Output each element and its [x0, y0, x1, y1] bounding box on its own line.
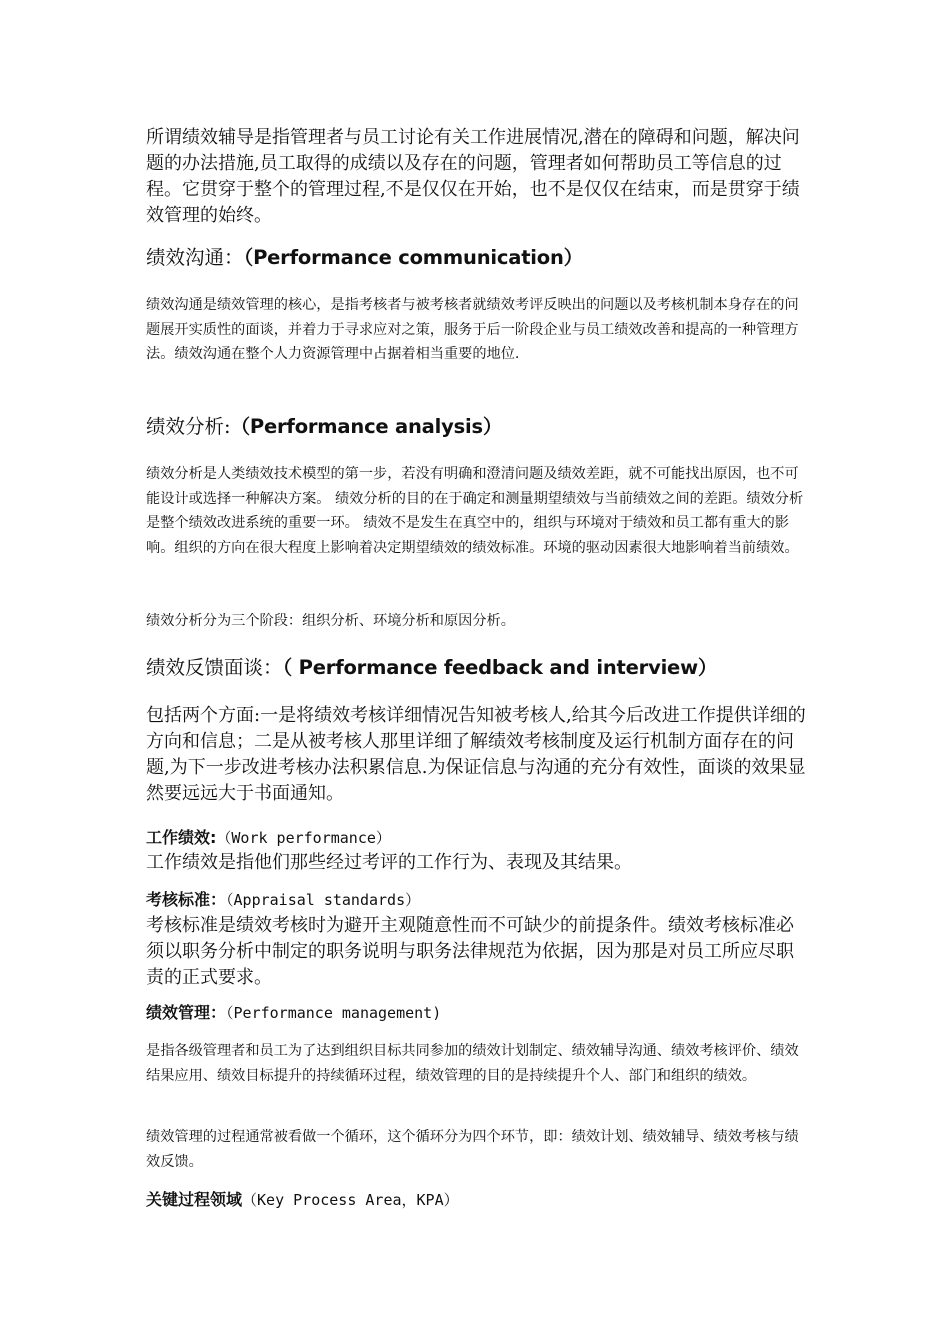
- analysis-heading-cn: 绩效分析:: [146, 415, 231, 438]
- intro-paragraph: 所谓绩效辅导是指管理者与员工讨论有关工作进展情况,潜在的障碍和问题，解决问题的办法措施,员工取得的成绩以及存在的问题，管理者如何帮助员工等信息的过程。它贯穿于整个的管理过程,不是仅仅在开始，也不是仅仅在结束，而是贯穿于绩效管理的始终。: [146, 127, 800, 226]
- kpa-heading-cn: 关键过程领域: [146, 1190, 243, 1209]
- kpa-heading-en: （Key Process Area，KPA）: [242, 1191, 459, 1209]
- performance-management-body: 是指各级管理者和员工为了达到组织目标共同参加的绩效计划制定、绩效辅导沟通、绩效考核评价、绩效结果应用、绩效目标提升的持续循环过程，绩效管理的目的是持续提升个人、部门和组织的绩效。: [146, 1043, 799, 1084]
- appraisal-standards-heading-cn: 考核标准：: [146, 890, 227, 909]
- analysis-heading: [146, 414, 810, 441]
- performance-management-heading-en: （Performance management): [226, 1004, 442, 1022]
- feedback-heading-en: （ Performance feedback and interview）: [282, 656, 718, 679]
- kpa-heading: [146, 1188, 810, 1213]
- work-performance-heading-en: （Work performance）: [216, 829, 391, 847]
- communication-heading-en: （Performance communication）: [243, 246, 583, 269]
- appraisal-standards-body: 考核标准是绩效考核时为避开主观随意性而不可缺少的前提条件。绩效考核标准必须以职务分析中制定的职务说明与职务法律规范为依据，因为那是对员工所应尽职责的正式要求。: [146, 915, 794, 988]
- appraisal-standards-heading-en: （Appraisal standards）: [226, 891, 421, 909]
- analysis-body: 绩效分析是人类绩效技术模型的第一步，若没有明确和澄清问题及绩效差距，就不可能找出原因，也不可能设计或选择一种解决方案。 绩效分析的目的在于确定和测量期望绩效与当前绩效之间的差距。绩效分析是整个绩效改进系统的重要一环。 绩效不是发生在真空中的，组织与环境对于绩效和员工都有重大的影响。组织的方向在很大程度上影响着决定期望绩效的绩效标准。环境的驱动因素很大地影响着当前绩效。: [146, 466, 804, 556]
- communication-body: 绩效沟通是绩效管理的核心，是指考核者与被考核者就绩效考评反映出的问题以及考核机制本身存在的问题展开实质性的面谈，并着力于寻求应对之策，服务于后一阶段企业与员工绩效改善和提高的一种管理方法。绩效沟通在整个人力资源管理中占据着相当重要的地位.: [146, 297, 799, 362]
- work-performance-body: 工作绩效是指他们那些经过考评的工作行为、表现及其结果。: [146, 852, 632, 873]
- performance-management-heading: [146, 1001, 810, 1026]
- work-performance-heading-cn: 工作绩效:: [146, 828, 217, 847]
- feedback-heading-cn: 绩效反馈面谈：: [146, 656, 283, 679]
- performance-management-heading-cn: 绩效管理：: [146, 1003, 227, 1022]
- communication-heading: [146, 245, 810, 272]
- analysis-stages: 绩效分析分为三个阶段：组织分析、环境分析和原因分析。: [146, 613, 515, 629]
- communication-heading-cn: 绩效沟通：: [146, 246, 244, 269]
- performance-management-cycle: 绩效管理的过程通常被看做一个循环，这个循环分为四个环节，即：绩效计划、绩效辅导、绩效考核与绩效反馈。: [146, 1129, 799, 1170]
- feedback-body: 包括两个方面:一是将绩效考核详细情况告知被考核人,给其今后改进工作提供详细的方向和信息；二是从被考核人那里详细了解绩效考核制度及运行机制方面存在的问题,为下一步改进考核办法积累信息.为保证信息与沟通的充分有效性，面谈的效果显然要远远大于书面通知。: [146, 705, 806, 804]
- appraisal-standards-heading: [146, 888, 810, 913]
- analysis-heading-en: （Performance analysis）: [230, 415, 503, 438]
- work-performance-heading: [146, 826, 810, 851]
- feedback-heading: [146, 655, 810, 682]
